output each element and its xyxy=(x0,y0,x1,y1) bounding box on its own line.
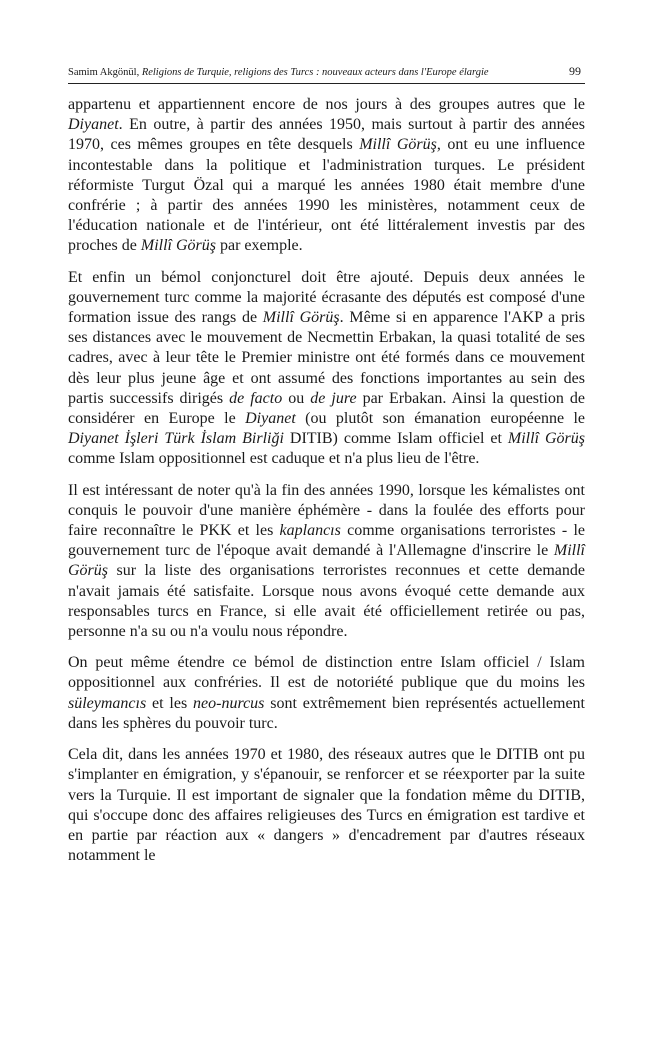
header-author: Samim Akgönül xyxy=(68,67,137,78)
italic-term: Millî Görüş xyxy=(359,136,437,154)
text-run: DITIB) comme Islam officiel et xyxy=(283,430,508,448)
text-run: sur la liste des organisations terroristes reconnues et cette demande n'avait jamais été satisfaite. Lorsque nous avons évoqué cette demande aux responsables turcs en France, si elle avait été officiellement retirée ou pas, personne n'a su ou n'a voulu nous répondre. xyxy=(68,562,585,641)
text-run: comme Islam oppositionnel est caduque et n'a plus lieu de l'être. xyxy=(68,450,480,468)
text-run: Et enfin un bémol conjoncturel doit être ajouté. Depuis deux années le gouvernement turc comme la majorité écrasante des députés est composé d'une formation issue des rangs de xyxy=(68,268,585,327)
text-run: On peut même étendre ce bémol de distinction entre Islam officiel / Islam oppositionnel aux confréries. Il est de notoriété publique que du moins les xyxy=(68,654,585,692)
running-header xyxy=(68,64,585,84)
italic-term: süleymancıs xyxy=(68,694,147,712)
document-page xyxy=(68,64,585,877)
text-run: et les xyxy=(146,694,194,712)
text-run: comme organisations terroristes - le gouvernement turc de l'époque avait demandé à l'Allemagne d'inscrire le xyxy=(68,522,585,560)
italic-term: Millî Görüş xyxy=(262,309,340,327)
italic-term: Millî Görüş xyxy=(140,237,216,255)
italic-term: de jure xyxy=(310,389,357,407)
text-run: . Même si en apparence l'AKP a pris ses distances avec le mouvement de Necmettin Erbakan, la quasi totalité de ses cadres, avec à leur tête le Premier ministre ont été formés dans ce mouvement dès leur plus jeune âge et ont assumé des fonctions importantes au sein des partis successifs dirigés xyxy=(68,309,585,407)
header-title: Religions de Turquie, religions des Turcs : nouveaux acteurs dans l'Europe élargie xyxy=(141,67,489,78)
italic-term: de facto xyxy=(229,389,283,407)
italic-term: Millî Görüş xyxy=(68,542,585,580)
text-run: appartenu et appartiennent encore de nos jours à des groupes autres que le xyxy=(68,96,585,113)
paragraph xyxy=(68,745,585,866)
italic-term: neo-nurcus xyxy=(193,694,265,712)
italic-term: Millî Görüş xyxy=(507,430,586,448)
page-number: 99 xyxy=(569,64,581,78)
running-header-left: Samim Akgönül, Religions de Turquie, religions des Turcs : nouveaux acteurs dans l'Europe élargie xyxy=(68,67,489,78)
paragraph xyxy=(68,268,585,470)
text-run: par exemple. xyxy=(215,237,303,255)
italic-term: Diyanet İşleri Türk İslam Birliği xyxy=(68,430,284,448)
italic-term: Diyanet xyxy=(245,410,296,428)
text-run: (ou plutôt son émanation européenne le xyxy=(295,410,586,428)
text-run: sont extrêmement bien représentés actuellement dans les sphères du pouvoir turc. xyxy=(68,694,585,732)
italic-term: Diyanet xyxy=(68,116,119,134)
italic-term: kaplancıs xyxy=(279,522,341,540)
text-run: , ont eu une influence incontestable dans la politique et l'administration turques. Le président réformiste Turgut Özal qui a marqué les années 1980 était membre d'une confrérie ; à partir des années 1990 les ministères, notamment ceux de l'éducation nationale et de l'intérieur, ont été littéralement investis par des proches de xyxy=(68,136,585,255)
text-run: par Erbakan. Ainsi la question de considérer en Europe le xyxy=(68,389,586,428)
text-run: Il est intéressant de noter qu'à la fin des années 1990, lorsque les kémalistes ont conquis le pouvoir d'une manière éphémère - dans la foulée des efforts pour faire reconnaître le PKK et les xyxy=(68,481,585,540)
text-run: . En outre, à partir des années 1950, mais surtout à partir des années 1970, ces mêmes groupes en tête desquels xyxy=(68,116,585,154)
body-text xyxy=(68,95,585,866)
paragraph xyxy=(68,481,585,643)
paragraph xyxy=(68,95,585,257)
text-run: ou xyxy=(282,389,311,407)
paragraph xyxy=(68,653,585,734)
text-run: Cela dit, dans les années 1970 et 1980, des réseaux autres que le DITIB ont pu s'implanter en émigration, y s'épanouir, se renforcer et se réexporter par la suite vers la Turquie. Il est important de signaler que la fondation même du DITIB, qui s'occupe donc des affaires religieuses des Turcs en émigration est tardive et en partie par réaction aux « dangers » d'encadrement par d'autres réseaux notamment le xyxy=(68,746,585,865)
